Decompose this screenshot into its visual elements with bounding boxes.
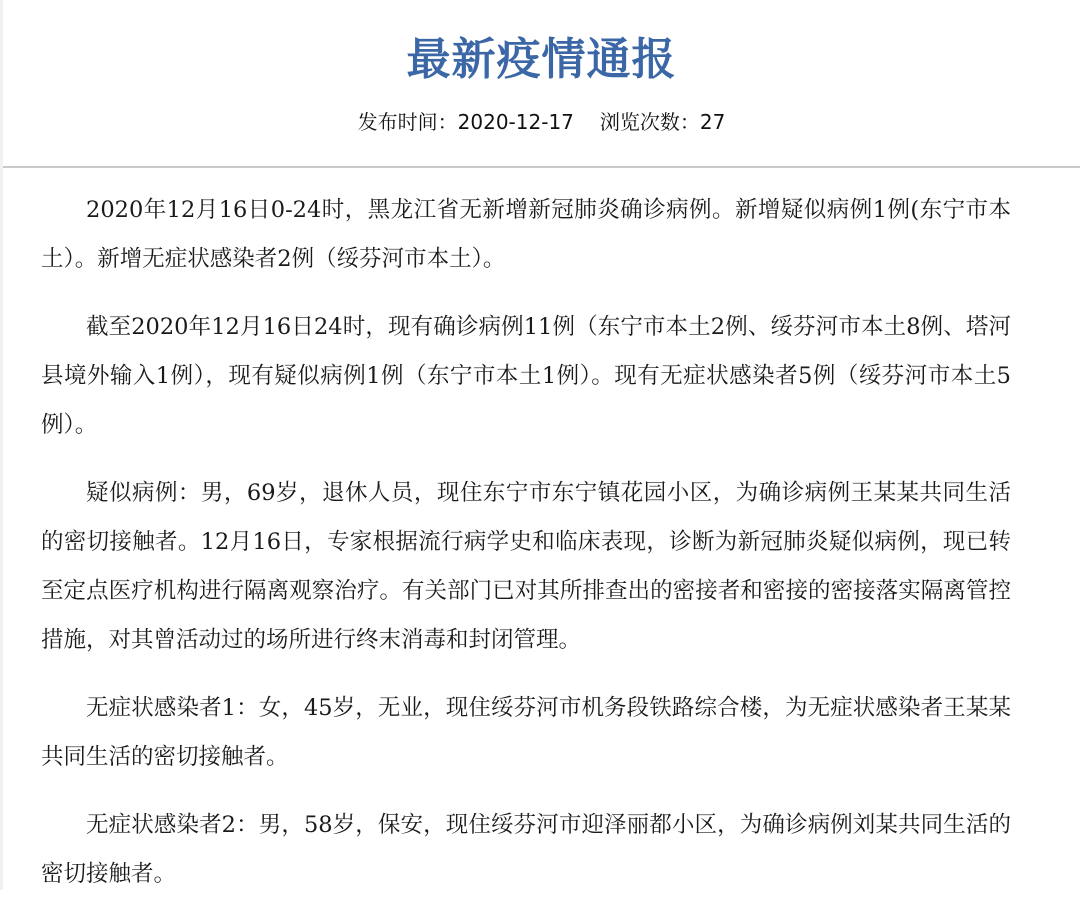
paragraph-asymptomatic-2: 无症状感染者2：男，58岁，保安，现住绥芬河市迎泽丽都小区，为确诊病例刘某共同生活的密切接触者。 [41, 812, 1011, 887]
header-divider [3, 166, 1080, 168]
article-page [3, 0, 1080, 890]
page-title: 最新疫情通报 [406, 34, 677, 85]
paragraph-asymptomatic-1: 无症状感染者1：女，45岁，无业，现住绥芬河市机务段铁路综合楼，为无症状感染者王某某共同生活的密切接触者。 [41, 695, 1011, 770]
paragraph-cumulative-status: 截至2020年12月16日24时，现有确诊病例11例（东宁市本土2例、绥芬河市本土8例、塔河县境外输入1例），现有疑似病例1例（东宁市本土1例）。现有无症状感染者5例（绥芬河市本土5例）。 [41, 314, 1011, 438]
publish-date: 2020-12-17 [457, 110, 574, 134]
view-count: 27 [699, 110, 726, 134]
paragraph-suspected-case: 疑似病例：男，69岁，退休人员，现住东宁市东宁镇花园小区，为确诊病例王某某共同生活的密切接触者。12月16日，专家根据流行病学史和临床表现，诊断为新冠肺炎疑似病例，现已转至定点医疗机构进行隔离观察治疗。有关部门已对其所排查出的密接者和密接的密接落实隔离管控措施，对其曾活动过的场所进行终末消毒和封闭管理。 [41, 480, 1011, 653]
article-body [41, 186, 1011, 918]
paragraph-daily-summary: 2020年12月16日0-24时，黑龙江省无新增新冠肺炎确诊病例。新增疑似病例1例(东宁市本土）。新增无症状感染者2例（绥芬河市本土）。 [41, 197, 1011, 272]
article-header [3, 0, 1080, 142]
view-count-label: 浏览次数： [599, 110, 700, 134]
article-meta [3, 102, 1080, 142]
publish-time-label: 发布时间： [357, 110, 458, 134]
